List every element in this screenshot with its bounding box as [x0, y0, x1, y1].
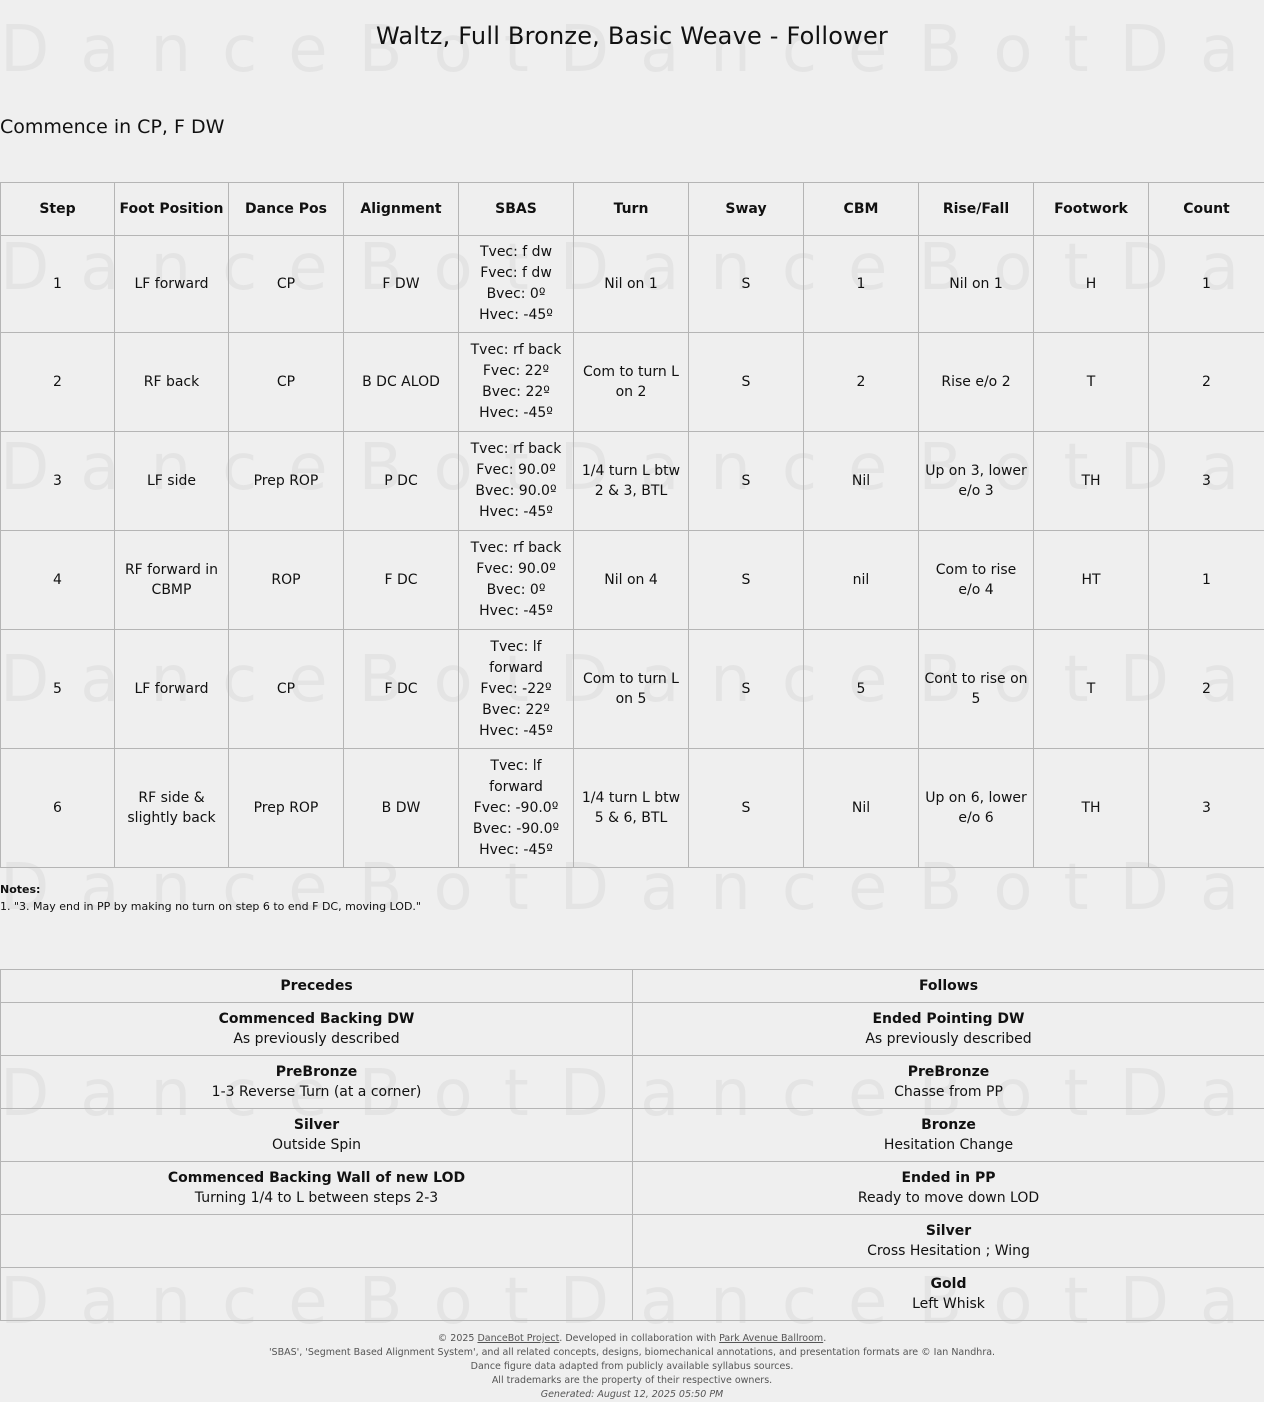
cell-sbas	[459, 630, 574, 749]
cell-sway: S	[689, 432, 804, 531]
cell-sbas	[459, 432, 574, 531]
sbas-bvec: Bvec: 22º	[463, 700, 569, 721]
footer-copyright	[0, 1332, 1264, 1346]
cell-alignment: F DC	[344, 531, 459, 630]
cell-rise-fall: Cont to rise on 5	[919, 630, 1034, 749]
cell-dance-pos: ROP	[229, 531, 344, 630]
sbas-fvec: Fvec: 90.0º	[463, 559, 569, 580]
cell-rise-fall: Up on 6, lower e/o 6	[919, 749, 1034, 868]
copyright-prefix: © 2025	[438, 1333, 478, 1344]
col-header-sbas: SBAS	[459, 183, 574, 236]
sbas-bvec: Bvec: 22º	[463, 382, 569, 403]
notes-title: Notes:	[0, 881, 421, 898]
col-header-rise-fall: Rise/Fall	[919, 183, 1034, 236]
cell-foot-position: LF side	[115, 432, 229, 531]
cell-step: 5	[1, 630, 115, 749]
sbas-fvec: Fvec: -90.0º	[463, 798, 569, 819]
follows-cell	[633, 1162, 1264, 1215]
cell-cbm: 2	[804, 333, 919, 432]
precedes-level: Commenced Backing DW	[1, 1009, 632, 1029]
cell-foot-position: LF forward	[115, 630, 229, 749]
cell-dance-pos: CP	[229, 236, 344, 333]
follows-cell	[633, 1215, 1264, 1268]
cell-rise-fall: Nil on 1	[919, 236, 1034, 333]
cell-cbm: 5	[804, 630, 919, 749]
follows-cell	[633, 1268, 1264, 1321]
col-header-sway: Sway	[689, 183, 804, 236]
follows-figure: Cross Hesitation ; Wing	[633, 1241, 1264, 1261]
cell-footwork: TH	[1034, 432, 1149, 531]
sbas-bvec: Bvec: 0º	[463, 580, 569, 601]
follows-cell	[633, 1056, 1264, 1109]
cell-footwork: T	[1034, 630, 1149, 749]
cell-cbm: Nil	[804, 432, 919, 531]
cell-dance-pos: CP	[229, 630, 344, 749]
cell-alignment: B DC ALOD	[344, 333, 459, 432]
table-row	[1, 749, 1264, 868]
precedes-level: PreBronze	[1, 1062, 632, 1082]
cell-dance-pos: Prep ROP	[229, 432, 344, 531]
follows-level: PreBronze	[633, 1062, 1264, 1082]
cell-step: 1	[1, 236, 115, 333]
sbas-bvec: Bvec: -90.0º	[463, 819, 569, 840]
cell-count: 3	[1149, 749, 1264, 868]
precedes-cell	[1, 1003, 633, 1056]
precedes-follows-table	[0, 969, 1264, 1321]
cell-rise-fall: Rise e/o 2	[919, 333, 1034, 432]
cell-foot-position: RF side & slightly back	[115, 749, 229, 868]
sbas-tvec: Tvec: rf back	[463, 538, 569, 559]
collab-text: . Developed in collaboration with	[559, 1333, 719, 1344]
table-row	[1, 432, 1264, 531]
footer-trademarks: All trademarks are the property of their respective owners.	[0, 1374, 1264, 1388]
sbas-hvec: Hvec: -45º	[463, 840, 569, 861]
notes-section	[0, 881, 421, 915]
follows-figure: Ready to move down LOD	[633, 1188, 1264, 1208]
footer-sbas-notice: 'SBAS', 'Segment Based Alignment System', and all related concepts, designs, biomechanical annotations, and presentation formats are © Ian Nandhra.	[0, 1346, 1264, 1360]
col-header-footwork: Footwork	[1034, 183, 1149, 236]
sbas-bvec: Bvec: 0º	[463, 284, 569, 305]
cell-sbas	[459, 531, 574, 630]
cell-foot-position: RF forward in CBMP	[115, 531, 229, 630]
park-avenue-ballroom-link[interactable]: Park Avenue Ballroom	[719, 1333, 823, 1344]
sbas-tvec: Tvec: rf back	[463, 439, 569, 460]
page-title: Waltz, Full Bronze, Basic Weave - Follower	[0, 22, 1264, 50]
cell-alignment: F DC	[344, 630, 459, 749]
sbas-fvec: Fvec: 90.0º	[463, 460, 569, 481]
note-item: 1. "3. May end in PP by making no turn on step 6 to end F DC, moving LOD."	[0, 898, 421, 915]
cell-sway: S	[689, 749, 804, 868]
precedes-header: Precedes	[1, 970, 633, 1003]
follows-header: Follows	[633, 970, 1264, 1003]
cell-rise-fall: Com to rise e/o 4	[919, 531, 1034, 630]
sbas-fvec: Fvec: -22º	[463, 679, 569, 700]
cell-sway: S	[689, 236, 804, 333]
cell-footwork: TH	[1034, 749, 1149, 868]
col-header-step: Step	[1, 183, 115, 236]
relations-row	[1, 1215, 1264, 1268]
col-header-alignment: Alignment	[344, 183, 459, 236]
follows-level: Silver	[633, 1221, 1264, 1241]
sbas-hvec: Hvec: -45º	[463, 305, 569, 326]
cell-count: 2	[1149, 333, 1264, 432]
collab-end: .	[823, 1333, 826, 1344]
cell-step: 4	[1, 531, 115, 630]
cell-step: 3	[1, 432, 115, 531]
sbas-hvec: Hvec: -45º	[463, 502, 569, 523]
follows-level: Gold	[633, 1274, 1264, 1294]
sbas-fvec: Fvec: f dw	[463, 263, 569, 284]
cell-alignment: P DC	[344, 432, 459, 531]
cell-rise-fall: Up on 3, lower e/o 3	[919, 432, 1034, 531]
table-row	[1, 333, 1264, 432]
cell-alignment: B DW	[344, 749, 459, 868]
sbas-hvec: Hvec: -45º	[463, 403, 569, 424]
cell-count: 1	[1149, 236, 1264, 333]
cell-turn: Nil on 4	[574, 531, 689, 630]
relations-row	[1, 1003, 1264, 1056]
precedes-cell	[1, 1162, 633, 1215]
relations-header-row	[1, 970, 1264, 1003]
commence-heading: Commence in CP, F DW	[0, 116, 224, 138]
cell-footwork: H	[1034, 236, 1149, 333]
follows-level: Ended in PP	[633, 1168, 1264, 1188]
sbas-tvec: Tvec: f dw	[463, 242, 569, 263]
cell-alignment: F DW	[344, 236, 459, 333]
cell-sbas	[459, 749, 574, 868]
cell-cbm: 1	[804, 236, 919, 333]
follows-figure: Chasse from PP	[633, 1082, 1264, 1102]
cell-turn: Nil on 1	[574, 236, 689, 333]
cell-turn: 1/4 turn L btw 2 & 3, BTL	[574, 432, 689, 531]
sbas-tvec: Tvec: rf back	[463, 340, 569, 361]
cell-footwork: HT	[1034, 531, 1149, 630]
cell-step: 2	[1, 333, 115, 432]
sbas-bvec: Bvec: 90.0º	[463, 481, 569, 502]
precedes-cell	[1, 1109, 633, 1162]
cell-foot-position: LF forward	[115, 236, 229, 333]
cell-dance-pos: Prep ROP	[229, 749, 344, 868]
table-row	[1, 531, 1264, 630]
cell-sway: S	[689, 531, 804, 630]
sbas-fvec: Fvec: 22º	[463, 361, 569, 382]
precedes-figure: Outside Spin	[1, 1135, 632, 1155]
col-header-dance-pos: Dance Pos	[229, 183, 344, 236]
cell-sbas	[459, 236, 574, 333]
precedes-cell	[1, 1056, 633, 1109]
cell-step: 6	[1, 749, 115, 868]
follows-level: Bronze	[633, 1115, 1264, 1135]
footer-data-source: Dance figure data adapted from publicly available syllabus sources.	[0, 1360, 1264, 1374]
cell-turn: 1/4 turn L btw 5 & 6, BTL	[574, 749, 689, 868]
precedes-figure: As previously described	[1, 1029, 632, 1049]
cell-footwork: T	[1034, 333, 1149, 432]
cell-turn: Com to turn L on 2	[574, 333, 689, 432]
precedes-level: Commenced Backing Wall of new LOD	[1, 1168, 632, 1188]
cell-sway: S	[689, 630, 804, 749]
follows-cell	[633, 1003, 1264, 1056]
cell-dance-pos: CP	[229, 333, 344, 432]
sbas-hvec: Hvec: -45º	[463, 721, 569, 742]
follows-figure: Left Whisk	[633, 1294, 1264, 1314]
follows-level: Ended Pointing DW	[633, 1009, 1264, 1029]
footer-generated: Generated: August 12, 2025 05:50 PM	[0, 1388, 1264, 1402]
precedes-cell-empty	[1, 1268, 633, 1321]
steps-header-row	[1, 183, 1264, 236]
cell-cbm: Nil	[804, 749, 919, 868]
precedes-figure: 1-3 Reverse Turn (at a corner)	[1, 1082, 632, 1102]
steps-table	[0, 182, 1264, 868]
follows-cell	[633, 1109, 1264, 1162]
precedes-level: Silver	[1, 1115, 632, 1135]
cell-count: 2	[1149, 630, 1264, 749]
relations-row	[1, 1109, 1264, 1162]
col-header-count: Count	[1149, 183, 1264, 236]
col-header-cbm: CBM	[804, 183, 919, 236]
cell-cbm: nil	[804, 531, 919, 630]
cell-count: 1	[1149, 531, 1264, 630]
cell-count: 3	[1149, 432, 1264, 531]
cell-sbas	[459, 333, 574, 432]
table-row	[1, 630, 1264, 749]
col-header-foot-position: Foot Position	[115, 183, 229, 236]
precedes-cell-empty	[1, 1215, 633, 1268]
cell-turn: Com to turn L on 5	[574, 630, 689, 749]
cell-foot-position: RF back	[115, 333, 229, 432]
sbas-tvec: Tvec: lf forward	[463, 637, 569, 679]
sbas-hvec: Hvec: -45º	[463, 601, 569, 622]
relations-row	[1, 1162, 1264, 1215]
relations-row	[1, 1268, 1264, 1321]
dancebot-project-link[interactable]: DanceBot Project	[477, 1333, 559, 1344]
col-header-turn: Turn	[574, 183, 689, 236]
follows-figure: As previously described	[633, 1029, 1264, 1049]
sbas-tvec: Tvec: lf forward	[463, 756, 569, 798]
follows-figure: Hesitation Change	[633, 1135, 1264, 1155]
precedes-figure: Turning 1/4 to L between steps 2-3	[1, 1188, 632, 1208]
cell-sway: S	[689, 333, 804, 432]
footer	[0, 1332, 1264, 1402]
relations-row	[1, 1056, 1264, 1109]
table-row	[1, 236, 1264, 333]
